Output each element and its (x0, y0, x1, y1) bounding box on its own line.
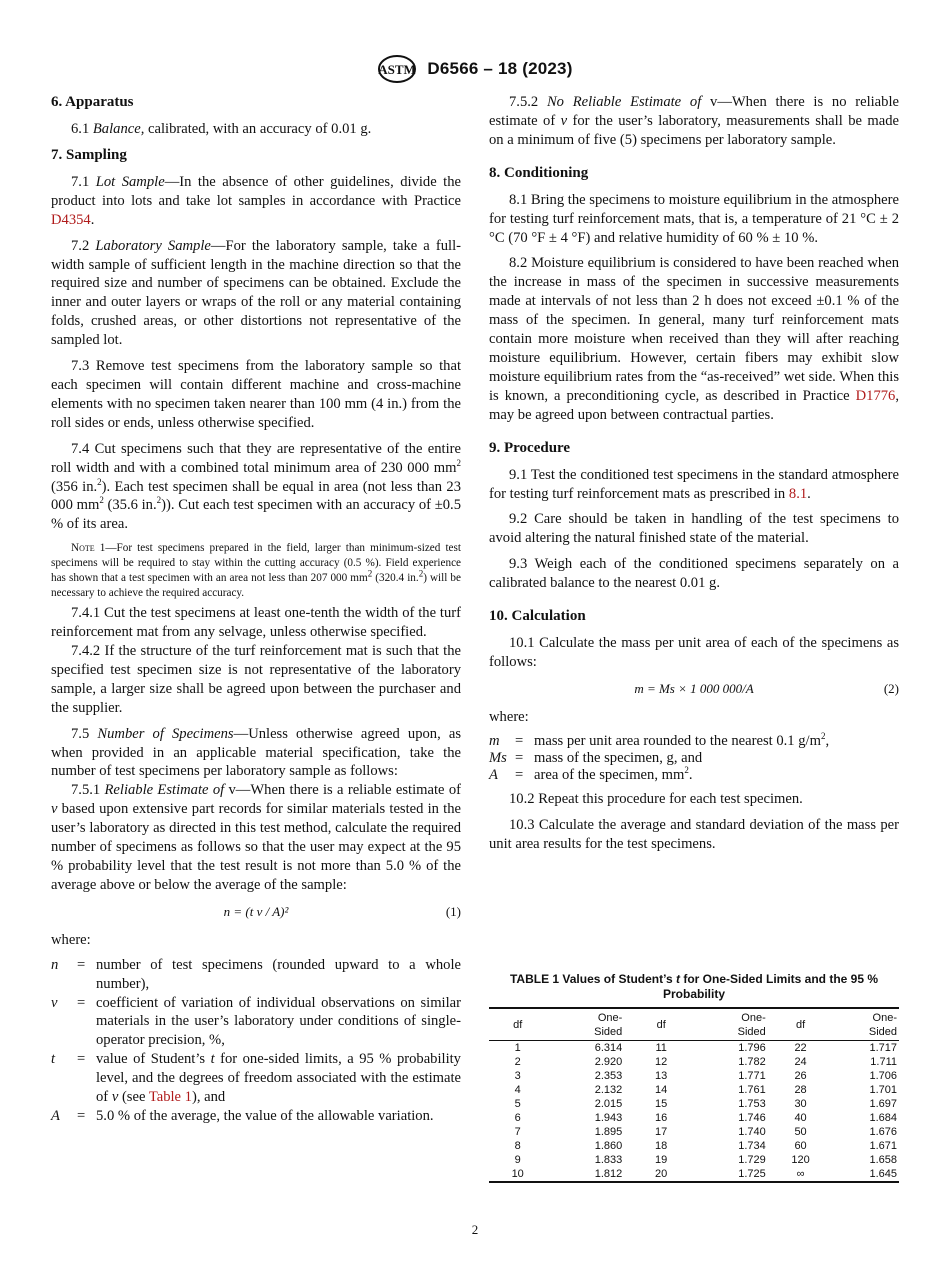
table-row: 2 2.920 12 1.782 24 1.711 (514, 1056, 897, 1068)
equation-1-formula: n = (t v / A)² (223, 903, 289, 919)
equation-2-formula: m = Ms × 1 000 000/A (634, 680, 754, 696)
paragraph-7-2: 7.2 Laboratory Sample—For the laboratory sample, take a full-width sample of sufficient length in the machine direction so that the required size and number of specimens can be obtained. Exclude the inner and outer layers or wraps of the roll or any material containing folds, crushed areas, or other distortions not representative of the sampled lot. (51, 237, 462, 349)
table-1-caption: TABLE 1 Values of Student’s t for One-Sided Limits and the 95 % Probability (509, 972, 879, 1001)
definition-ms: Ms = mass of the specimen, g, and (489, 749, 703, 766)
paragraph-7-4-2: 7.4.2 If the structure of the turf reinforcement mat is such that the specified test specimen size is not representative of the laboratory sample, a larger size shall be agreed upon between the purchaser and the supplier. (51, 643, 461, 716)
equation-2 (489, 680, 899, 698)
document-title: D6566 – 18 (2023) (427, 59, 573, 78)
paragraph-7-3: 7.3 Remove test specimens from the laboratory sample so that each specimen will contain different machine and cross-machine elements with no specimen taken nearer than 100 mm (4 in.) from the roll sides or ends, unless otherwise specified. (51, 358, 461, 431)
definition-m: m = mass per unit area rounded to the nearest 0.1 $g/m^2$, (489, 730, 830, 749)
table-header-row: df One- Sided df One- Sided df One- Sided (489, 1008, 899, 1041)
paragraph-7-5-1: 7.5.1 Reliable Estimate of v—When there is a reliable estimate of v based upon extensive part records for similar materials tested in the user’s laboratory as directed in this test method, calculate the required number of specimens as follows so that the user may expect at the 95 % probability level that the test result is not more than 5.0 % of the average above or below the average of the sample: (51, 782, 461, 893)
section-heading-apparatus: 6. Apparatus (51, 94, 134, 110)
table-row: 4 2.132 14 1.761 28 1.701 (514, 1084, 897, 1096)
section-heading-sampling: 7. Sampling (51, 146, 127, 163)
definition-v: v = coefficient of variation of individual observations on similar materials in the user’s laboratory under conditions of single-operator precision, %, (51, 994, 461, 1049)
definition-n: n = number of test specimens (rounded upward to a whole number), (51, 956, 461, 992)
left-column (51, 93, 461, 1132)
table-1 (489, 972, 899, 1183)
paragraph-10-2: 10.2 Repeat this procedure for each test specimen. (509, 790, 803, 807)
right-column (489, 93, 899, 860)
definition-area: A = area of the specimen, $mm^2$. (489, 764, 693, 783)
link-table-1[interactable]: Table 1 (148, 1089, 192, 1106)
equation-1-number: (1) (445, 903, 461, 919)
page-number: 2 (471, 1222, 479, 1237)
paragraph-9-3: 9.3 Weigh each of the conditioned specimens separately on a calibrated balance to the nearest 0.01 g. (489, 556, 899, 592)
paragraph-8-2: 8.2 Moisture equilibrium is considered to have been reached when the increase in mass of the specimen in successive measurements made at intervals of not less than 2 h does not exceed ±0.1 % of the mass of the specimen. In general, many turf reinforcement mats contain more moisture when received than they will after reaching moisture equilibrium. However, certain fibers may exhibit slow moisture equilibrium rates from the “as-received” wet side. When this is known, a preconditioning cycle, as described in Practice D1776, may be agreed upon between contractual parties. (489, 255, 899, 423)
link-d4354[interactable]: D4354 (51, 211, 91, 228)
paragraph-10-3: 10.3 Calculate the average and standard deviation of the mass per unit area results for the test specimens. (489, 816, 899, 852)
paragraph-6-1: 6.1 Balance, calibrated, with an accuracy of 0.01 g. (71, 121, 372, 137)
paragraph-7-4-1: 7.4.1 Cut the test specimens at least one-tenth the width of the turf reinforcement mat from any selvage, unless otherwise specified. (51, 605, 461, 641)
definitions-list-1 (51, 956, 461, 1126)
equation-1 (51, 903, 461, 921)
svg-text:ASTM: ASTM (378, 62, 417, 77)
definition-t: t = value of Student’s t for one-sided limits, a 95 % probability level, and the degrees of freedom associated with the estimate of v (see Table 1), and (51, 1051, 461, 1106)
table-row: 1 6.314 11 1.796 22 1.717 (514, 1042, 897, 1054)
paragraph-7-4: 7.4 Cut specimens such that they are representative of the entire roll width and with a combined total minimum area of 230 000 $mm^2$ (356 in.$^2$). Each test specimen shall be equal in area (not less than 23 000 $mm^2$ (35.6 in.$^2$)). Cut each test specimen with an accuracy of ±0.5 % of its area. (51, 440, 461, 533)
where-label-2: where: (489, 708, 529, 725)
paragraph-10-1: 10.1 Calculate the mass per unit area of each of the specimens as follows: (489, 635, 899, 670)
equation-2-number: (2) (883, 680, 899, 696)
note-1: Note 1—For test specimens prepared in the field, larger than minimum-sized test specimens will be required to stay within the cutting accuracy (0.5 %). Field experience has shown that a test specimen with an area not less than 207 000 $mm^2$ (320.4 in.$^2$) will be necessary to achieve the required accuracy. (51, 542, 461, 600)
link-8-1[interactable]: 8.1 (788, 485, 808, 502)
astm-logo-icon (377, 54, 417, 84)
students-t-table (489, 1007, 899, 1183)
table-row: 9 1.833 19 1.729 120 1.658 (514, 1154, 897, 1166)
where-label-1: where: (51, 931, 91, 948)
paragraph-9-2: 9.2 Care should be taken in handling of the test specimens to avoid altering the natural finished state of the material. (489, 511, 899, 547)
table-row: 8 1.860 18 1.734 60 1.671 (514, 1140, 897, 1152)
table-row: 6 1.943 16 1.746 40 1.684 (514, 1112, 897, 1124)
page-header (0, 54, 950, 84)
paragraph-7-5: 7.5 Number of Specimens—Unless otherwise agreed upon, as when provided in an applicable material specification, take the number of test specimens per laboratory sample as follows: (51, 725, 462, 780)
definitions-list-2 (489, 730, 899, 784)
paragraph-7-1: 7.1 Lot Sample—In the absence of other guidelines, divide the product into lots and take lot samples in accordance with Practice D4354. (51, 173, 462, 228)
definition-a: A = 5.0 % of the average, the value of the allowable variation. (51, 1107, 434, 1124)
table-row: 3 2.353 13 1.771 26 1.706 (514, 1070, 897, 1082)
section-heading-procedure: 9. Procedure (489, 439, 571, 456)
paragraph-8-1: 8.1 Bring the specimens to moisture equilibrium in the atmosphere for testing turf reinforcement mats, that is, a temperature of 21 °C ± 2 °C (70 °F ± 4 °F) and relative humidity of 60 % ± 10 %. (489, 191, 899, 246)
section-heading-conditioning: 8. Conditioning (489, 164, 589, 181)
table-row: 10 1.812 20 1.725 ∞ 1.645 (489, 1167, 899, 1182)
table-row: 7 1.895 17 1.740 50 1.676 (514, 1126, 897, 1138)
table-row: 5 2.015 15 1.753 30 1.697 (514, 1098, 897, 1110)
paragraph-7-5-2: 7.5.2 No Reliable Estimate of v—When there is no reliable estimate of v for the user’s laboratory, measurements shall be made on a minimum of five (5) specimens per laboratory sample. (489, 94, 899, 148)
section-heading-calculation: 10. Calculation (489, 608, 586, 625)
link-d1776[interactable]: D1776 (855, 387, 896, 404)
paragraph-9-1: 9.1 Test the conditioned test specimens in the standard atmosphere for testing turf reinforcement mats as prescribed in 8.1. (489, 466, 899, 502)
